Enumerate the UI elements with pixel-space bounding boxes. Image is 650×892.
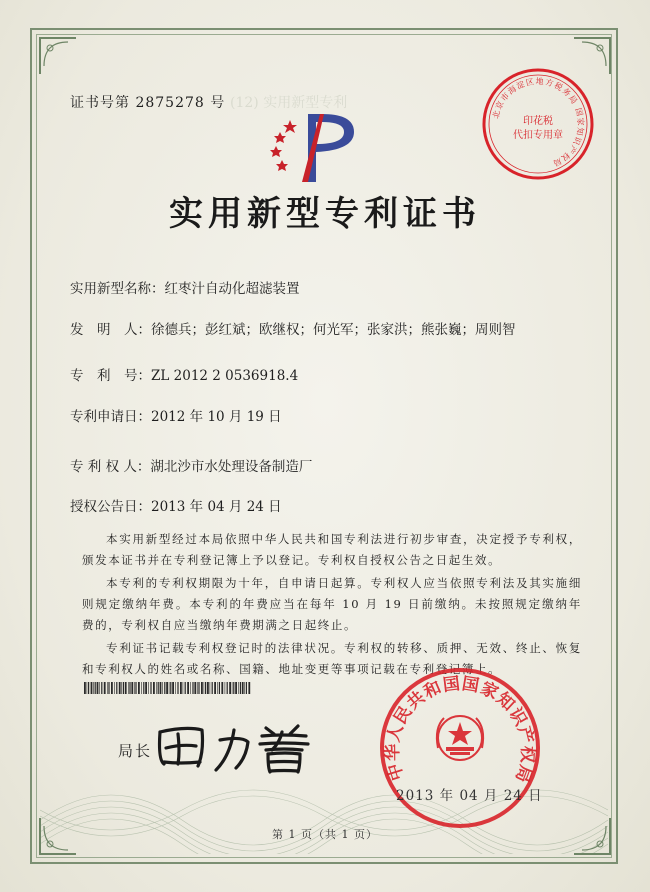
barcode-bar xyxy=(145,682,147,694)
barcode-bar xyxy=(207,682,209,694)
certificate-number-value: 2875278 xyxy=(135,95,205,111)
field-value: 湖北沙市水处理设备制造厂 xyxy=(150,459,313,475)
barcode-bar xyxy=(125,682,127,694)
barcode-bar xyxy=(205,682,206,694)
barcode-bar xyxy=(138,682,140,694)
barcode-bar xyxy=(150,682,151,694)
barcode-bar xyxy=(212,682,213,694)
barcode-bar xyxy=(164,682,165,694)
official-seal xyxy=(378,666,542,830)
cnipa-logo-icon xyxy=(262,106,372,186)
barcode-bar xyxy=(201,682,203,694)
corner-ornament-icon xyxy=(38,36,78,76)
certificate-title: 实用新型专利证书 xyxy=(169,194,481,234)
barcode-bar xyxy=(248,682,250,694)
barcode-bar xyxy=(194,682,196,694)
barcode-bar xyxy=(121,682,122,694)
field-inventor xyxy=(70,318,516,338)
field-value: 红枣汁自动化超滤装置 xyxy=(164,281,300,297)
field-utility-name xyxy=(70,277,300,297)
field-label: 专 利 权 人： xyxy=(70,459,151,475)
field-label: 授权公告日： xyxy=(70,499,151,515)
barcode-bar xyxy=(219,682,220,694)
field-value: ZL 2012 2 0536918.4 xyxy=(151,368,299,384)
barcode-bar xyxy=(84,682,86,694)
barcode-bar xyxy=(156,682,157,694)
barcode-bar xyxy=(244,682,245,694)
barcode-bar xyxy=(180,682,182,694)
barcode-bar xyxy=(135,682,136,694)
barcode-bar xyxy=(114,682,115,694)
field-patent-number xyxy=(70,364,298,384)
field-label: 专 利 号： xyxy=(70,368,151,384)
barcode-bar xyxy=(166,682,168,694)
barcode-bar xyxy=(175,682,176,694)
field-filing-date xyxy=(70,405,282,425)
barcode-bar xyxy=(93,682,94,694)
barcode-bar xyxy=(185,682,186,694)
barcode-bar xyxy=(129,682,130,694)
barcode-bar xyxy=(190,682,191,694)
director-title: 局长 xyxy=(118,742,153,760)
barcode-icon xyxy=(84,682,252,694)
stamp-line-2: 代扣专用章 xyxy=(513,130,563,141)
barcode-bar xyxy=(235,682,237,694)
barcode-bar xyxy=(162,682,163,694)
barcode-bar xyxy=(111,682,113,694)
barcode-bar xyxy=(210,682,211,694)
barcode-bar xyxy=(91,682,93,694)
body-paragraph: 专利证书记载专利权登记时的法律状况。专利权的转移、质押、无效、终止、恢复和专利权人的姓名或名称、国籍、地址变更等事项记载在专利登记簿上。 xyxy=(82,641,582,676)
barcode-bar xyxy=(141,682,142,694)
barcode-bar xyxy=(198,682,199,694)
body-paragraph: 本实用新型经过本局依照中华人民共和国专利法进行初步审查，决定授予专利权，颁发本证书并在专利登记簿上予以登记。专利权自授权公告之日起生效。 xyxy=(82,532,582,567)
field-label: 实用新型名称： xyxy=(70,281,165,297)
barcode-bar xyxy=(104,682,106,694)
field-publication-date xyxy=(70,495,282,515)
barcode-bar xyxy=(107,682,108,694)
barcode-bar xyxy=(160,682,162,694)
barcode-bar xyxy=(197,682,198,694)
barcode-bar xyxy=(214,682,216,694)
page-footer: 第 1 页（共 1 页） xyxy=(272,828,378,841)
barcode-bar xyxy=(123,682,124,694)
certificate-number-suffix: 号 xyxy=(210,95,226,111)
barcode-bar xyxy=(238,682,239,694)
barcode-bar xyxy=(95,682,96,694)
director-signature xyxy=(150,712,320,778)
barcode-bar xyxy=(192,682,193,694)
field-value: 2012 年 10 月 19 日 xyxy=(151,409,282,425)
certificate-number xyxy=(70,92,225,112)
field-label: 发 明 人： xyxy=(70,322,151,338)
barcode-bar xyxy=(204,682,205,694)
barcode-bar xyxy=(88,682,89,694)
barcode-bar xyxy=(225,682,226,694)
barcode-bar xyxy=(116,682,117,694)
barcode-bar xyxy=(97,682,99,694)
barcode-bar xyxy=(148,682,149,694)
barcode-bar xyxy=(227,682,228,694)
barcode-bar xyxy=(128,682,129,694)
barcode-bar xyxy=(153,682,155,694)
barcode-bar xyxy=(242,682,244,694)
barcode-bar xyxy=(172,682,174,694)
body-paragraph: 本专利的专利权期限为十年，自申请日起算。专利权人应当依照专利法及其实施细则规定缴纳年费。本专利的年费应当在每年 10 月 19 日前缴纳。未按照规定缴纳年费的，专利权自应当缴纳年费期满之日起终止。 xyxy=(82,576,582,632)
barcode-bar xyxy=(134,682,135,694)
barcode-bar xyxy=(131,682,133,694)
field-patentee xyxy=(70,455,312,475)
national-emblem-icon xyxy=(437,716,483,760)
field-value: 2013 年 04 月 24 日 xyxy=(151,499,282,515)
barcode-bar xyxy=(246,682,247,694)
barcode-bar xyxy=(169,682,170,694)
stamp-line-1: 印花税 xyxy=(523,116,553,127)
seal-date: 2013 年 04 月 24 日 xyxy=(396,788,543,804)
barcode-bar xyxy=(229,682,231,694)
barcode-bar xyxy=(108,682,109,694)
stamp-ring-text: 北京市海淀区地方税务局 国家知识产权局 xyxy=(491,76,586,169)
barcode-bar xyxy=(143,682,144,694)
field-value: 徐德兵；彭红斌；欧继权；何光军；张家洪；熊张巍；周则智 xyxy=(151,322,516,338)
barcode-bar xyxy=(158,682,159,694)
barcode-bar xyxy=(232,682,233,694)
watermark-header: (12) 实用新型专利 xyxy=(230,95,348,111)
barcode-bar xyxy=(240,682,241,694)
certificate-number-label: 证书号第 xyxy=(70,95,130,111)
barcode-bar xyxy=(87,682,88,694)
barcode-bar xyxy=(221,682,223,694)
stamp-tax-seal xyxy=(480,66,596,182)
barcode-bar xyxy=(99,682,100,694)
seal-ring-text: 中华人民共和国国家知识产权局 xyxy=(382,673,538,786)
barcode-bar xyxy=(187,682,189,694)
barcode-bar xyxy=(183,682,184,694)
barcode-bar xyxy=(177,682,178,694)
barcode-bar xyxy=(217,682,218,694)
barcode-bar xyxy=(119,682,121,694)
barcode-bar xyxy=(101,682,102,694)
barcode-bar xyxy=(233,682,234,694)
barcode-bar xyxy=(170,682,171,694)
field-label: 专利申请日： xyxy=(70,409,151,425)
